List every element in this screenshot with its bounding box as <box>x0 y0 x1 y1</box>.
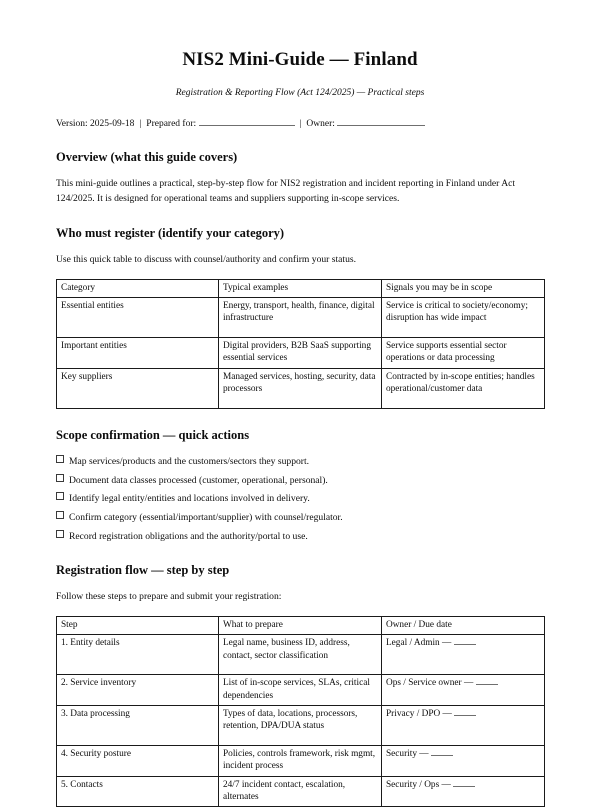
version-label: Version: 2025-09-18 <box>56 119 135 130</box>
cell-owner-label: Privacy / DPO — <box>386 708 452 719</box>
table-header-row <box>57 616 545 634</box>
cell-owner <box>382 776 545 807</box>
owner-label: Owner: <box>306 119 335 130</box>
cell-signals: Contracted by in-scope entities; handles operational/customer data <box>382 368 545 408</box>
column-header-what-to-prepare: What to prepare <box>219 616 382 634</box>
cell-category: Key suppliers <box>57 368 219 408</box>
cell-owner-label: Security — <box>386 748 429 759</box>
table-row <box>57 298 545 338</box>
due-date-field[interactable] <box>476 684 498 685</box>
cell-prepare: Policies, controls framework, risk mgmt, incident process <box>219 745 382 776</box>
column-header-typical-examples: Typical examples <box>219 279 382 297</box>
section-heading-scope-confirmation: Scope confirmation — quick actions <box>56 427 250 442</box>
section-heading-overview: Overview (what this guide covers) <box>56 150 238 165</box>
cell-prepare: 24/7 incident contact, escalation, alternates <box>219 776 382 807</box>
cell-examples: Managed services, hosting, security, data processors <box>219 368 382 408</box>
section-heading-registration-flow: Registration flow — step by step <box>56 563 230 578</box>
meta-separator-2: | <box>299 119 302 130</box>
column-header-category: Category <box>57 279 219 297</box>
cell-step: 3. Data processing <box>57 705 219 745</box>
overview-paragraph: This mini-guide outlines a practical, step-by-step flow for NIS2 registration and incident reporting in Finland under Act 124/2025. It is designed for operational teams and suppliers supporting in-scope services. <box>56 178 516 205</box>
checkbox-icon[interactable] <box>56 474 64 482</box>
cell-owner <box>382 705 545 745</box>
table-row <box>57 745 545 776</box>
cell-owner-label: Security / Ops — <box>386 779 451 790</box>
owner-field[interactable] <box>337 125 425 126</box>
cell-step: 2. Service inventory <box>57 675 219 706</box>
due-date-field[interactable] <box>453 786 475 787</box>
checkbox-icon[interactable] <box>56 455 64 463</box>
registration-flow-intro: Follow these steps to prepare and submit your registration: <box>56 591 282 603</box>
checklist-label: Record registration obligations and the authority/portal to use. <box>69 531 308 543</box>
cell-prepare: Legal name, business ID, address, contact, sector classification <box>219 635 382 675</box>
table-row <box>57 338 545 369</box>
due-date-field[interactable] <box>431 755 453 756</box>
cell-owner <box>382 745 545 776</box>
meta-separator-1: | <box>139 119 142 130</box>
list-item[interactable] <box>56 530 544 544</box>
table-row <box>57 776 545 807</box>
category-table <box>56 279 545 409</box>
cell-owner-label: Legal / Admin — <box>386 638 452 649</box>
column-header-step: Step <box>57 616 219 634</box>
who-must-register-intro: Use this quick table to discuss with counsel/authority and confirm your status. <box>56 253 357 265</box>
list-item[interactable] <box>56 492 544 506</box>
cell-examples: Digital providers, B2B SaaS supporting essential services <box>219 338 382 369</box>
cell-step: 5. Contacts <box>57 776 219 807</box>
list-item[interactable] <box>56 455 544 469</box>
column-header-owner-due-date: Owner / Due date <box>382 616 545 634</box>
cell-category: Important entities <box>57 338 219 369</box>
cell-signals: Service is critical to society/economy; disruption has wide impact <box>382 298 545 338</box>
list-item[interactable] <box>56 511 544 525</box>
registration-steps-table <box>56 616 545 807</box>
checklist-label: Document data classes processed (customer, operational, personal). <box>69 474 328 486</box>
cell-prepare: Types of data, locations, processors, retention, DPA/DUA status <box>219 705 382 745</box>
prepared-for-field[interactable] <box>199 125 295 126</box>
cell-category: Essential entities <box>57 298 219 338</box>
document-meta-line <box>56 118 544 131</box>
table-row <box>57 635 545 675</box>
table-row <box>57 705 545 745</box>
checklist-label: Confirm category (essential/important/supplier) with counsel/regulator. <box>69 512 343 524</box>
due-date-field[interactable] <box>454 715 476 716</box>
checklist-label: Map services/products and the customers/sectors they support. <box>69 455 310 467</box>
page-title: NIS2 Mini-Guide — Finland <box>182 49 418 70</box>
cell-prepare: List of in-scope services, SLAs, critical dependencies <box>219 675 382 706</box>
cell-step: 1. Entity details <box>57 635 219 675</box>
cell-owner-label: Ops / Service owner — <box>386 678 474 689</box>
cell-owner <box>382 675 545 706</box>
cell-examples: Energy, transport, health, finance, digital infrastructure <box>219 298 382 338</box>
prepared-for-label: Prepared for: <box>146 119 197 130</box>
page-subtitle: Registration & Reporting Flow (Act 124/2025) — Practical steps <box>175 87 425 98</box>
column-header-signals: Signals you may be in scope <box>382 279 545 297</box>
cell-signals: Service supports essential sector operations or data processing <box>382 338 545 369</box>
scope-confirmation-checklist <box>56 455 544 545</box>
list-item[interactable] <box>56 474 544 488</box>
table-header-row <box>57 279 545 297</box>
table-row <box>57 675 545 706</box>
checkbox-icon[interactable] <box>56 492 64 500</box>
section-heading-who-must-register: Who must register (identify your category) <box>56 225 285 240</box>
checkbox-icon[interactable] <box>56 511 64 519</box>
checklist-label: Identify legal entity/entities and locations involved in delivery. <box>69 493 310 505</box>
checkbox-icon[interactable] <box>56 530 64 538</box>
table-row <box>57 368 545 408</box>
cell-owner <box>382 635 545 675</box>
due-date-field[interactable] <box>454 644 476 645</box>
cell-step: 4. Security posture <box>57 745 219 776</box>
